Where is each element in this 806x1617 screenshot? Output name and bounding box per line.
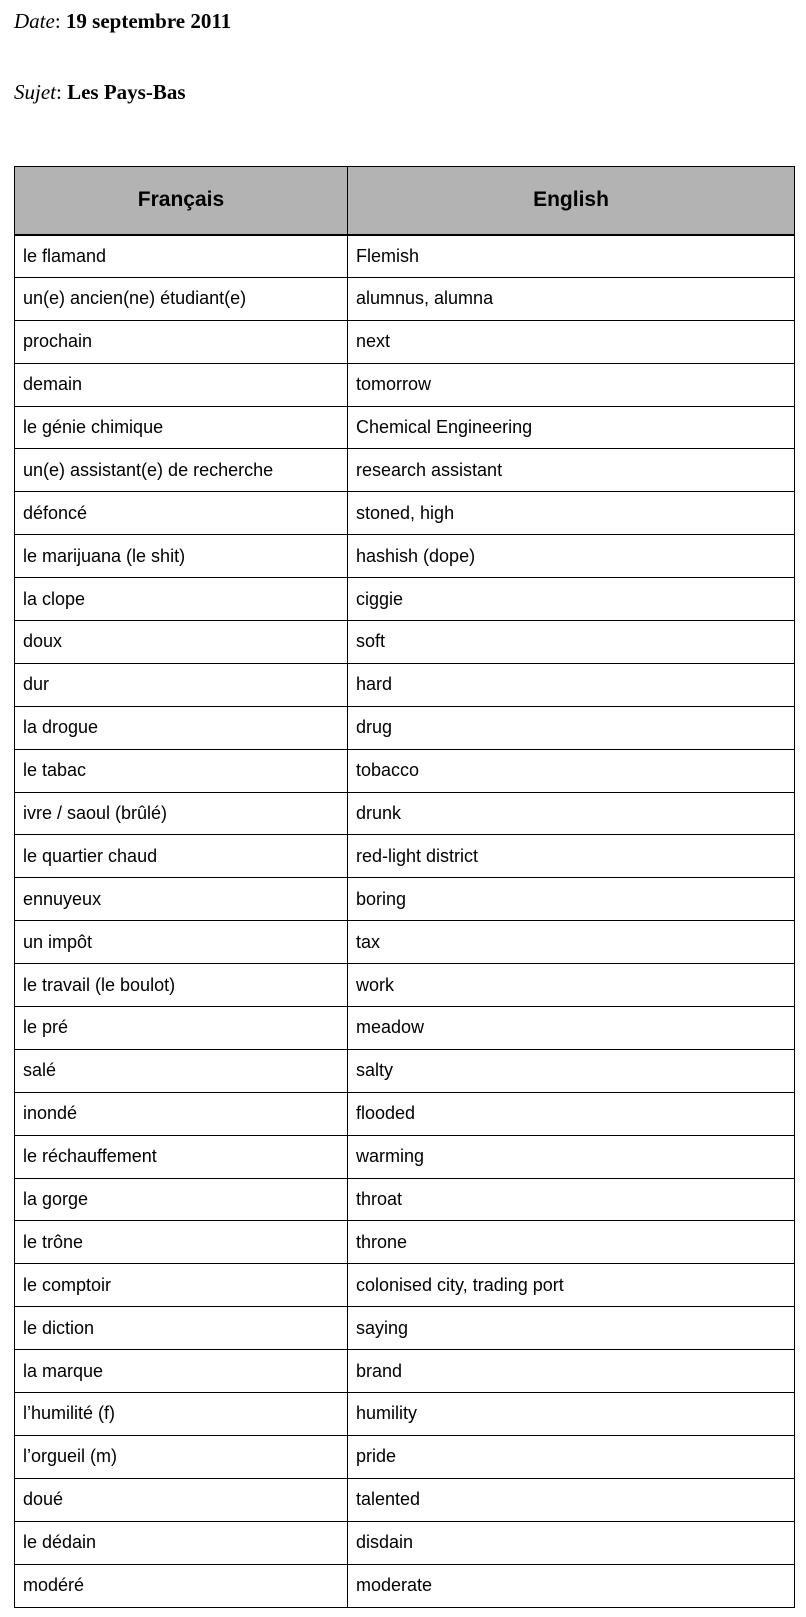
table-row bbox=[15, 1221, 795, 1264]
table-row bbox=[15, 1521, 795, 1564]
table-row bbox=[15, 1478, 795, 1521]
french-term-cell: le réchauffement bbox=[15, 1135, 348, 1178]
french-term-cell: demain bbox=[15, 363, 348, 406]
table-row bbox=[15, 964, 795, 1007]
french-term-cell: le pré bbox=[15, 1007, 348, 1050]
french-term-cell: la clope bbox=[15, 578, 348, 621]
english-term-cell: drunk bbox=[348, 792, 795, 835]
table-row bbox=[15, 1135, 795, 1178]
subject-label: Sujet bbox=[14, 80, 56, 104]
english-term-cell: boring bbox=[348, 878, 795, 921]
french-term-cell: le travail (le boulot) bbox=[15, 964, 348, 1007]
vocabulary-table bbox=[14, 166, 795, 1608]
french-term-cell: un(e) ancien(ne) étudiant(e) bbox=[15, 277, 348, 320]
english-term-cell: tobacco bbox=[348, 749, 795, 792]
french-term-cell: le génie chimique bbox=[15, 406, 348, 449]
english-term-cell: hashish (dope) bbox=[348, 535, 795, 578]
english-term-cell: brand bbox=[348, 1350, 795, 1393]
table-row bbox=[15, 449, 795, 492]
french-term-cell: le tabac bbox=[15, 749, 348, 792]
french-term-cell: prochain bbox=[15, 320, 348, 363]
table-row bbox=[15, 578, 795, 621]
english-term-cell: soft bbox=[348, 621, 795, 664]
english-term-cell: salty bbox=[348, 1049, 795, 1092]
table-row bbox=[15, 663, 795, 706]
date-line: Date: 19 septembre 2011 bbox=[14, 9, 232, 33]
subject-line: Sujet: Les Pays-Bas bbox=[14, 80, 186, 104]
table-row bbox=[15, 277, 795, 320]
french-term-cell: le quartier chaud bbox=[15, 835, 348, 878]
table-row bbox=[15, 535, 795, 578]
english-term-cell: Chemical Engineering bbox=[348, 406, 795, 449]
french-term-cell: le comptoir bbox=[15, 1264, 348, 1307]
date-value: 19 septembre 2011 bbox=[65, 9, 232, 33]
english-term-cell: moderate bbox=[348, 1564, 795, 1607]
french-term-cell: doué bbox=[15, 1478, 348, 1521]
english-term-cell: disdain bbox=[348, 1521, 795, 1564]
english-term-cell: stoned, high bbox=[348, 492, 795, 535]
french-term-cell: le trône bbox=[15, 1221, 348, 1264]
table-row bbox=[15, 1435, 795, 1478]
french-term-cell: un(e) assistant(e) de recherche bbox=[15, 449, 348, 492]
french-term-cell: le marijuana (le shit) bbox=[15, 535, 348, 578]
french-term-cell: la drogue bbox=[15, 706, 348, 749]
french-term-cell: inondé bbox=[15, 1092, 348, 1135]
english-term-cell: talented bbox=[348, 1478, 795, 1521]
french-term-cell: l’humilité (f) bbox=[15, 1393, 348, 1436]
english-term-cell: colonised city, trading port bbox=[348, 1264, 795, 1307]
table-row bbox=[15, 835, 795, 878]
english-term-cell: hard bbox=[348, 663, 795, 706]
english-term-cell: Flemish bbox=[348, 235, 795, 278]
table-row bbox=[15, 878, 795, 921]
french-term-cell: ivre / saoul (brûlé) bbox=[15, 792, 348, 835]
english-term-cell: tomorrow bbox=[348, 363, 795, 406]
english-term-cell: warming bbox=[348, 1135, 795, 1178]
table-row bbox=[15, 706, 795, 749]
subject-value: Les Pays-Bas bbox=[67, 80, 186, 104]
english-term-cell: research assistant bbox=[348, 449, 795, 492]
french-term-cell: le flamand bbox=[15, 235, 348, 278]
english-term-cell: tax bbox=[348, 921, 795, 964]
english-term-cell: alumnus, alumna bbox=[348, 277, 795, 320]
english-term-cell: drug bbox=[348, 706, 795, 749]
table-row bbox=[15, 1178, 795, 1221]
english-term-cell: throat bbox=[348, 1178, 795, 1221]
english-term-cell: ciggie bbox=[348, 578, 795, 621]
table-row bbox=[15, 492, 795, 535]
table-row bbox=[15, 363, 795, 406]
table-row bbox=[15, 1307, 795, 1350]
table-row bbox=[15, 921, 795, 964]
french-term-cell: salé bbox=[15, 1049, 348, 1092]
table-row bbox=[15, 792, 795, 835]
table-row bbox=[15, 406, 795, 449]
french-term-cell: le diction bbox=[15, 1307, 348, 1350]
french-term-cell: la marque bbox=[15, 1350, 348, 1393]
french-term-cell: un impôt bbox=[15, 921, 348, 964]
french-term-cell: défoncé bbox=[15, 492, 348, 535]
table-row bbox=[15, 621, 795, 664]
english-term-cell: throne bbox=[348, 1221, 795, 1264]
english-term-cell: saying bbox=[348, 1307, 795, 1350]
english-term-cell: next bbox=[348, 320, 795, 363]
table-row bbox=[15, 1007, 795, 1050]
table-header-row bbox=[15, 167, 795, 235]
english-term-cell: flooded bbox=[348, 1092, 795, 1135]
table-row bbox=[15, 1350, 795, 1393]
table-row bbox=[15, 1264, 795, 1307]
french-term-cell: dur bbox=[15, 663, 348, 706]
table-row bbox=[15, 235, 795, 278]
table-row bbox=[15, 749, 795, 792]
table-row bbox=[15, 1092, 795, 1135]
english-term-cell: work bbox=[348, 964, 795, 1007]
french-term-cell: la gorge bbox=[15, 1178, 348, 1221]
french-term-cell: ennuyeux bbox=[15, 878, 348, 921]
column-header-english: English bbox=[348, 167, 795, 235]
english-term-cell: humility bbox=[348, 1393, 795, 1436]
vocabulary-table-body bbox=[15, 235, 795, 1608]
table-row bbox=[15, 1564, 795, 1607]
french-term-cell: modéré bbox=[15, 1564, 348, 1607]
english-term-cell: meadow bbox=[348, 1007, 795, 1050]
french-term-cell: l’orgueil (m) bbox=[15, 1435, 348, 1478]
date-label: Date bbox=[14, 9, 55, 33]
column-header-french: Français bbox=[15, 167, 348, 235]
table-row bbox=[15, 320, 795, 363]
english-term-cell: pride bbox=[348, 1435, 795, 1478]
english-term-cell: red-light district bbox=[348, 835, 795, 878]
table-row bbox=[15, 1049, 795, 1092]
french-term-cell: le dédain bbox=[15, 1521, 348, 1564]
french-term-cell: doux bbox=[15, 621, 348, 664]
table-row bbox=[15, 1393, 795, 1436]
